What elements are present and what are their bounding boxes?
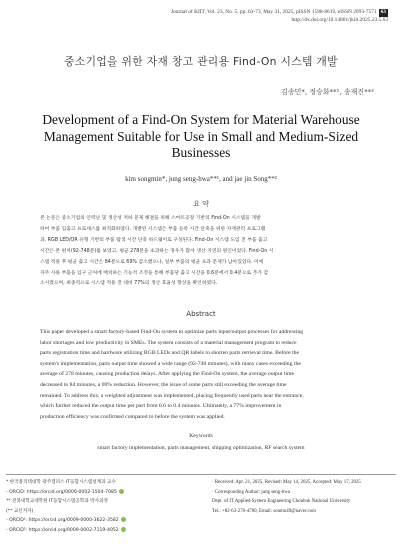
orcid-icon bbox=[121, 517, 126, 522]
english-abstract-heading: Abstract bbox=[186, 310, 216, 318]
keywords-heading: Keywords bbox=[189, 433, 213, 439]
author-affiliations bbox=[6, 478, 194, 536]
abstract-line: parts registration time and hardware utilizing RGB LEDs and QR labels to shorten parts retrieval time. Before the bbox=[40, 350, 300, 357]
abstract-line: average of 278 minutes, causing production delays. After applying the Find-On system, the average output time bbox=[40, 371, 294, 378]
abstract-line: 스템 적용 후 평균 출고 시간은 84분으로 69% 감소했으나, 일부 부품의 평균 초과 문제가 남아있었다. 이에 bbox=[40, 259, 264, 265]
orcid-icon bbox=[119, 489, 124, 494]
author-department: Dept. of IT Applied System Engineering Chonbuk National University bbox=[212, 499, 351, 505]
orcid-link[interactable]: - ORCID²: https://orcid.org/0009-0002-7119-4052 bbox=[6, 526, 194, 536]
footer-divider bbox=[6, 474, 396, 475]
orcid-icon bbox=[121, 527, 126, 532]
english-title: Development of a Find-On System for Material Warehouse Management Suitable for Use in Small and Medium-Sized Businesses bbox=[42, 112, 360, 160]
doi-link[interactable]: http://dx.doi.org/10.14801/jkiit.2025.23.5.63 bbox=[291, 16, 388, 23]
orcid-link[interactable]: - ORCID: https://orcid.org/0000-0002-1504-7085 bbox=[6, 488, 194, 498]
abstract-line: This paper developed a smart factory-based Find-On system to optimize parts input/output processes for addressing bbox=[40, 329, 304, 335]
abstract-line: decreased to 84 minutes, a 69% reduction. However, the issue of some parts still exceeding the average time bbox=[40, 381, 287, 388]
abstract-line: which further reduced the output time per part from 0.6 to 0.4 minutes. Ultimately, a 77% improvement in bbox=[40, 403, 282, 410]
affiliation-line: (** 교신저자) bbox=[6, 508, 34, 514]
abstract-line: labor shortages and low productivity in SMEs. The system consists of a material management program to reduce bbox=[40, 339, 297, 346]
abstract-line: 과, RGB LED/QR 유형 기반의 부품 탐색 시간 단축 하드웨어로 구성된다. Find-On 시스템 도입 전 부품 출고 bbox=[40, 237, 268, 243]
orcid-link[interactable]: - ORCID¹: https://orcid.org/0009-0000-3622-3582 bbox=[6, 516, 194, 526]
journal-citation: Journal of KIIT, Vol. 23, No. 5, pp. 63-73, May 31, 2025, pISSN 1598-8619, eISSN 2093-7571 bbox=[171, 9, 377, 15]
korean-abstract-heading: 요 약 bbox=[193, 200, 209, 208]
abstract-line: system's implementation, parts output time showed a wide range (92-748 minutes), with many cases exceeding the bbox=[40, 360, 301, 367]
abstract-line: 소시켰으며, 최종적으로 시스템 적용 전 대비 77%의 생산 효율성 향상을 확인하였다. bbox=[40, 281, 218, 287]
article-info bbox=[212, 478, 398, 516]
received-dates: · Received: Apr. 21, 2025, Revised: May 14, 2025, Accepted: May 17, 2025 bbox=[212, 480, 361, 485]
abstract-line: 시간은 본 편차(92-748분)를 보였고, 평균 278분을 초과하는 경우가 많아 생산 지연의 원인이었다. Find-On 시 bbox=[40, 248, 274, 254]
affiliation-line: ** 전북대학교대학원 IT융합시스템공학과 박사과정 bbox=[6, 499, 108, 505]
abstract-line: 하여 부품 입출고 프로세스를 최적화하였다. 개발된 시스템은 부품 등록 시간 단축을 위한 자재관리 프로그램 bbox=[40, 226, 266, 232]
abstract-line: remained. To address this, a weighted adjustment was implemented, placing frequently used parts near the entrance, bbox=[40, 392, 304, 399]
journal-header bbox=[171, 9, 388, 24]
page-number: 63 bbox=[380, 9, 386, 15]
keywords-list: smart factory implementation, parts management, shipping optimization, RF search system bbox=[97, 445, 305, 451]
english-authors: kim songmin*, jung seng-hwa**¹, and jae jin Song**² bbox=[125, 175, 277, 183]
abstract-line: 자주 사용 부품을 입구 근처에 배치하는 기능적 조정을 통해 부품당 출고 시간을 0.6분에서 0.4분으로 추가 감 bbox=[40, 270, 269, 276]
english-abstract bbox=[40, 327, 362, 422]
abstract-line: 본 논문은 중소기업의 인력난 및 생산성 저하 문제 해결을 위해 스마트공장 기반의 Find-On 시스템을 개발 bbox=[40, 216, 261, 221]
corresponding-author: · Corresponding Author: jung seng-hwa bbox=[212, 489, 290, 495]
affiliation-line: * 한국폴리텍대학 광주캠퍼스 IT융합시스템설계과 교수 bbox=[6, 480, 116, 485]
korean-title: 중소기업을 위한 자재 창고 관리용 Find-On 시스템 개발 bbox=[64, 55, 338, 68]
author-contact: Tel.: +82-63-270-4780, Email: sonmo49@naver.com bbox=[212, 508, 316, 514]
abstract-line: production efficiency was confirmed compared to before the system was applied. bbox=[40, 413, 225, 420]
korean-authors: 김송민*, 정승화**¹, 송재진**² bbox=[281, 88, 374, 96]
korean-abstract bbox=[40, 214, 362, 290]
